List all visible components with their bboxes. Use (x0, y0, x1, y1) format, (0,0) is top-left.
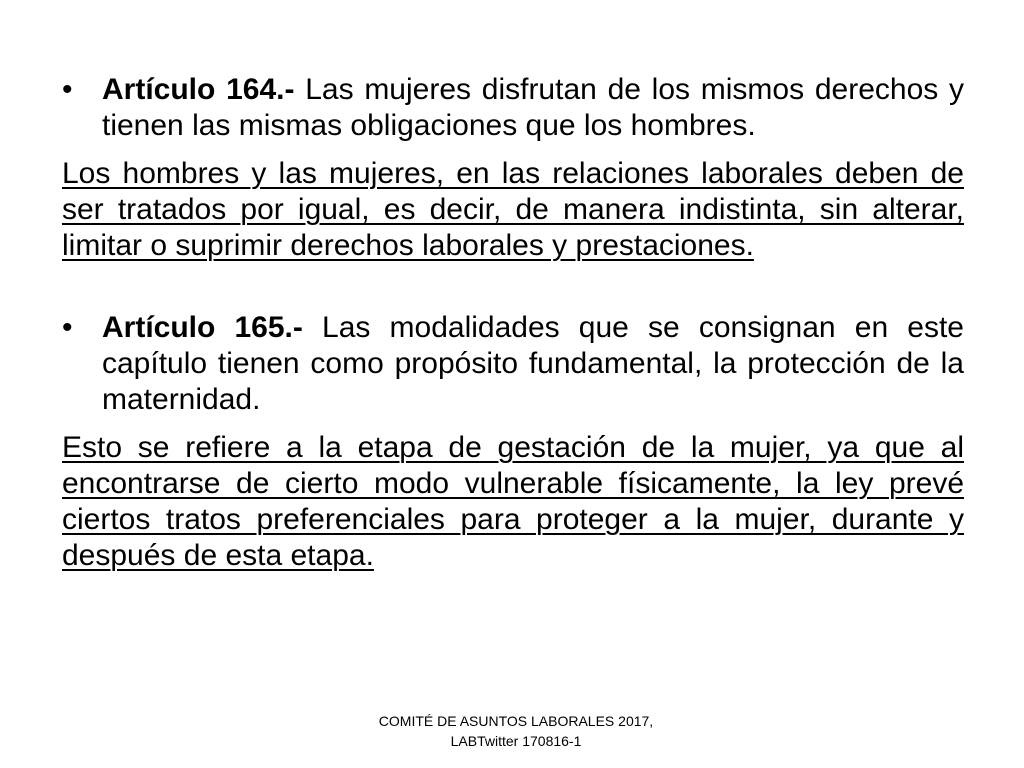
article-165-item (62, 310, 964, 418)
slide-footer (330, 711, 702, 751)
bullet-icon: • (62, 73, 73, 106)
section-gap (62, 264, 964, 310)
article-164-heading: Artículo 164.- (102, 73, 295, 106)
footer-line-1: COMITÉ DE ASUNTOS LABORALES 2017, (378, 713, 654, 729)
article-164-text: Las mujeres disfrutan de los mismos derechos y tienen las mismas obligaciones que los hombres. (102, 73, 964, 142)
article-165-explanation: Esto se refiere a la etapa de gestación de la mujer, ya que al encontrarse de cierto modo vulnerable físicamente, la ley prevé ciertos tratos preferenciales para proteger a la mujer, durante y después de esta etapa. (62, 431, 964, 572)
slide-content (62, 72, 964, 574)
article-165-text: Las modalidades que se consignan en este capítulo tienen como propósito fundamental, la protección de la maternidad. (102, 311, 964, 416)
article-165-heading: Artículo 165.- (102, 311, 303, 344)
article-164-explanation: Los hombres y las mujeres, en las relaciones laborales deben de ser tratados por igual, es decir, de manera indistinta, sin alterar, limitar o suprimir derechos laborales y prestaciones. (62, 157, 964, 262)
footer-line-2: LABTwitter 170816-1 (450, 733, 582, 749)
bullet-icon: • (62, 311, 73, 344)
article-164-item (62, 72, 964, 144)
